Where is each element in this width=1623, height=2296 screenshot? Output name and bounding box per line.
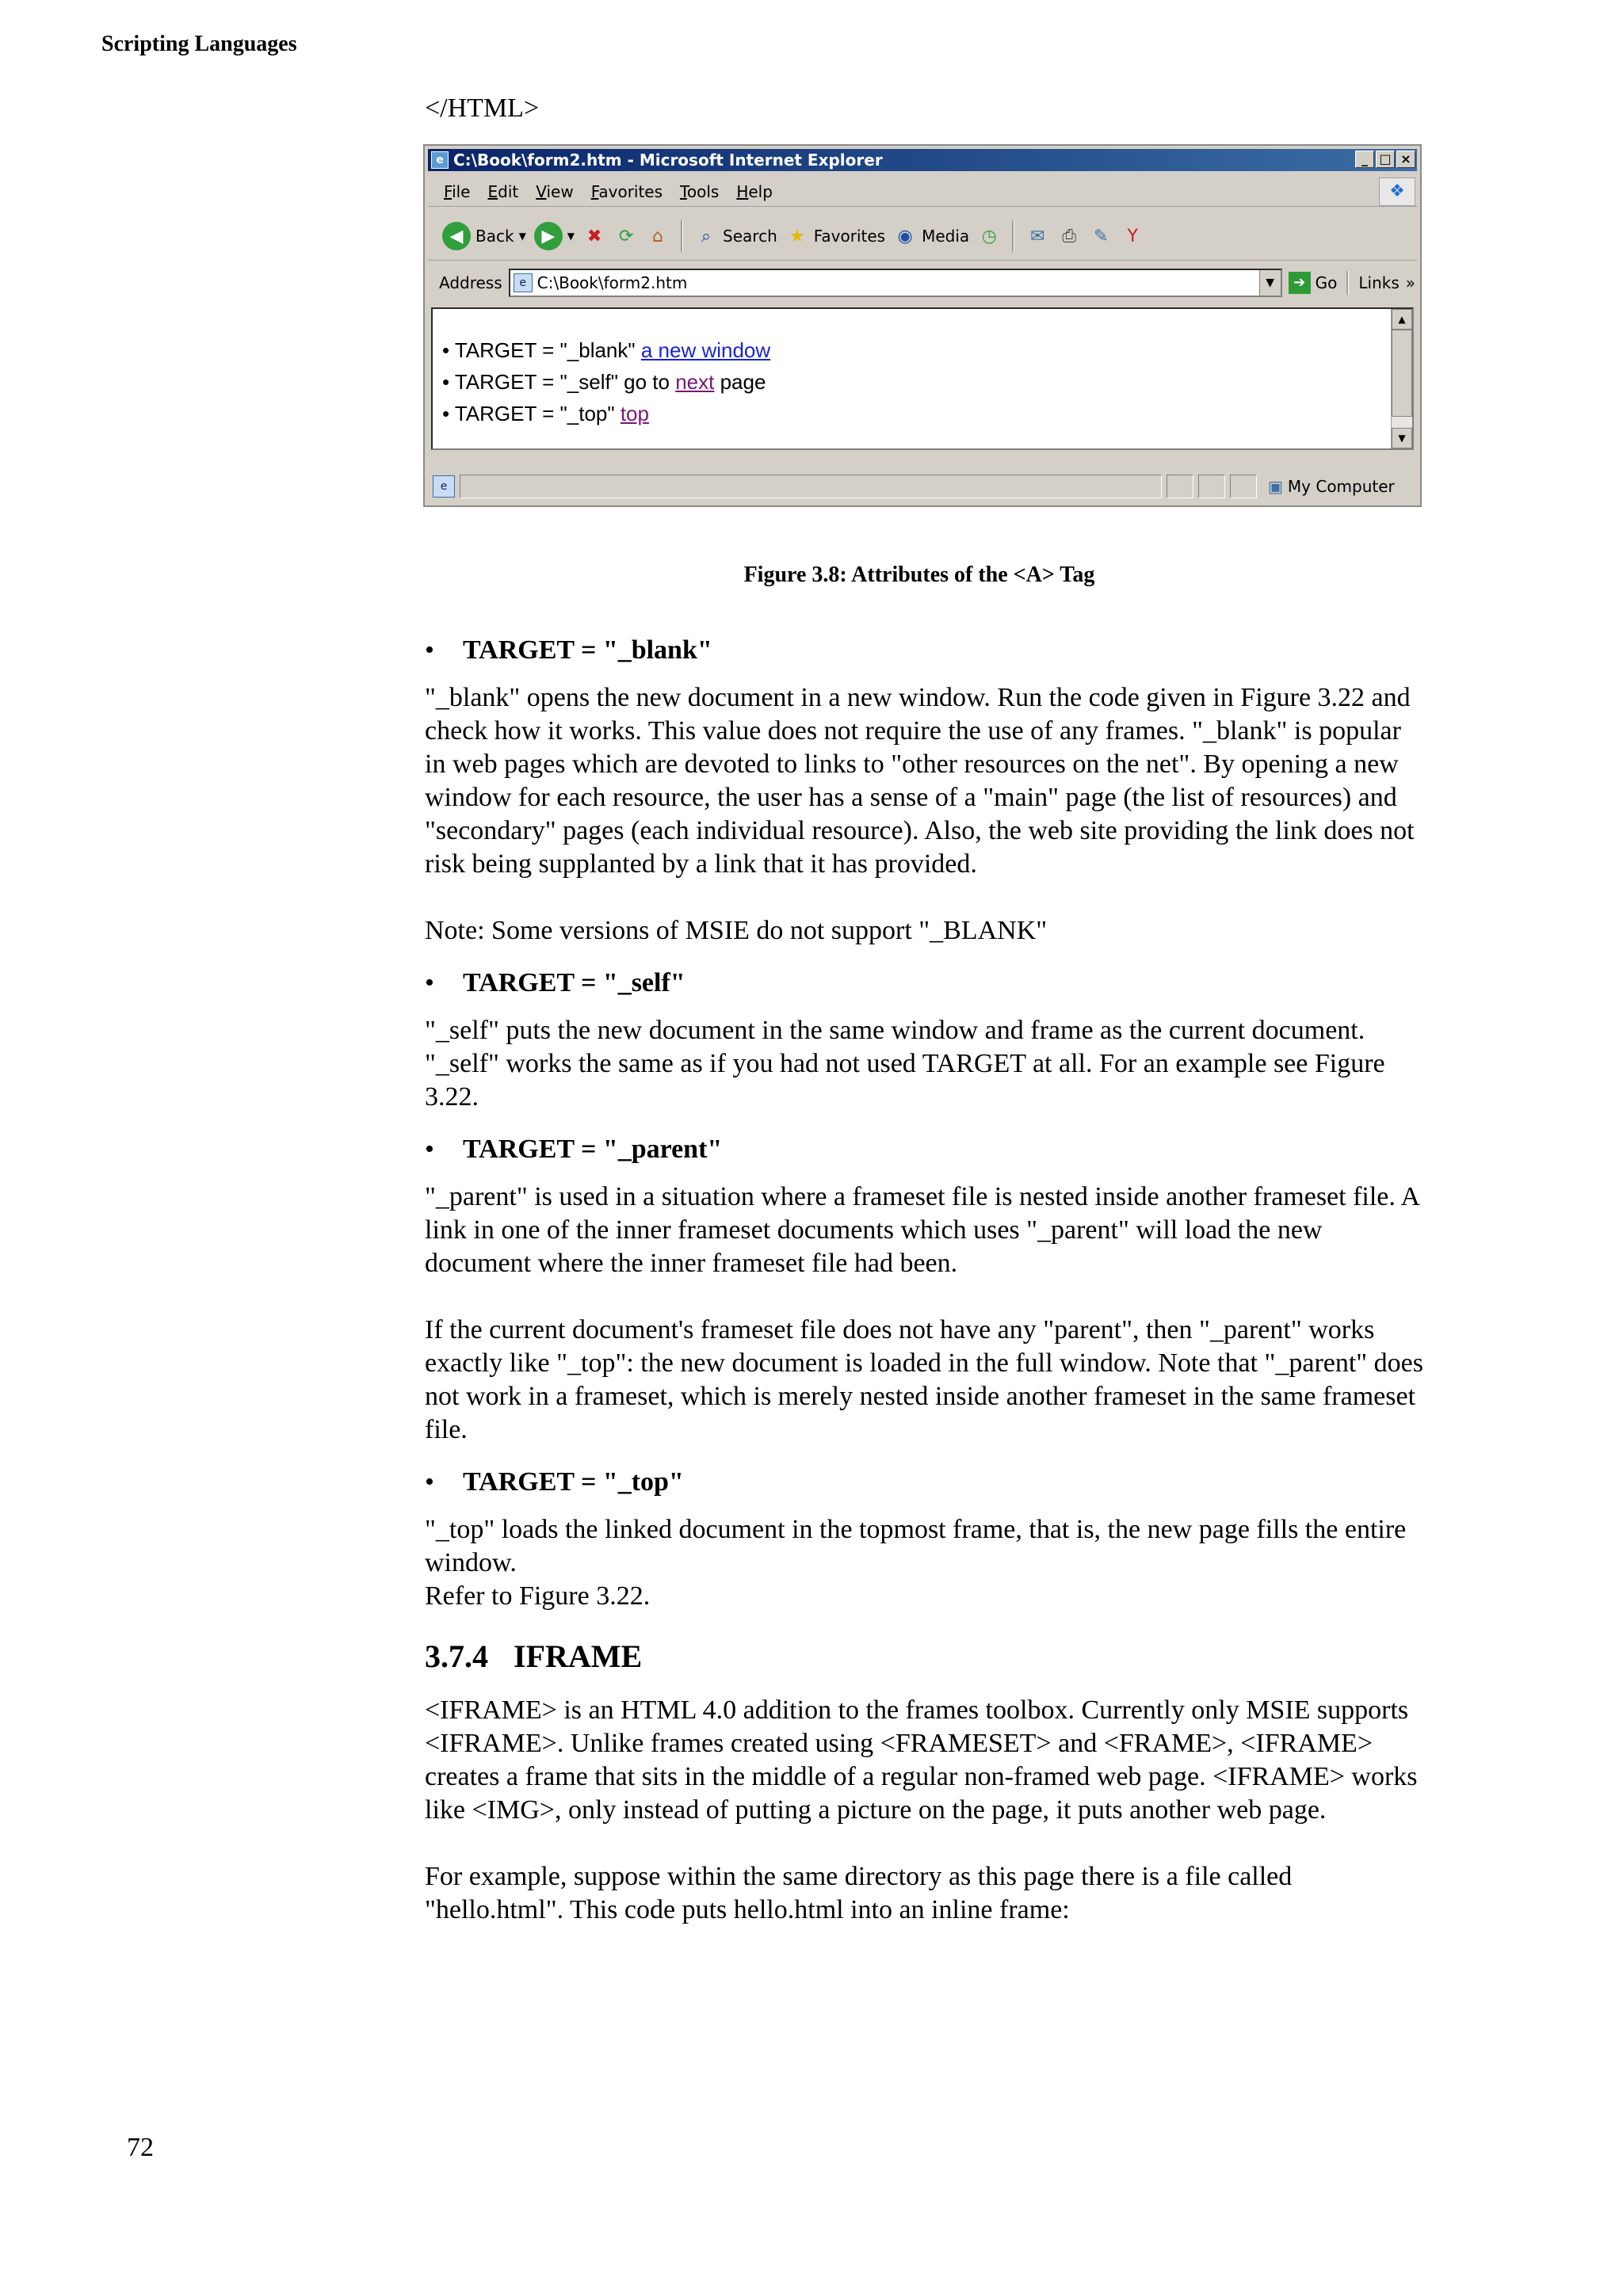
new-window-link[interactable]: a new window <box>640 338 771 362</box>
scroll-thumb[interactable] <box>1392 330 1412 417</box>
browser-titlebar <box>428 149 1417 171</box>
go-arrow-icon: ➔ <box>1289 272 1311 294</box>
vertical-scrollbar[interactable] <box>1391 309 1412 448</box>
computer-icon: ▣ <box>1268 477 1283 496</box>
address-value: C:\Book\form2.htm <box>537 273 688 292</box>
page-status-icon: e <box>433 475 455 498</box>
windows-logo-icon: ❖ <box>1379 177 1415 206</box>
paragraph: If the current document's frameset file does not have any "parent", then "_parent" works exactly like "_top": the new document is loaded in the full window. Note that "_parent" does not work in a frameset, which is merely nested inside another frameset in the same frameset file. <box>425 1315 1424 1444</box>
section-heading <box>425 1640 1423 1673</box>
back-arrow-icon: ◀ <box>442 222 471 250</box>
paragraph: "_self" puts the new document in the same window and frame as the current document. "_self" works the same as if you had not used TARGET at all. For an example see Figure 3.22. <box>425 1016 1385 1112</box>
security-zone <box>1262 477 1401 496</box>
menu-bar <box>428 177 1417 207</box>
home-icon[interactable]: ⌂ <box>652 226 664 246</box>
paragraph: "_parent" is used in a situation where a frameset file is nested inside another frameset file. A link in one of the inner frameset documents which uses "_parent" will load the new document where the inner frameset file had been. <box>425 1182 1419 1278</box>
scroll-down-icon[interactable]: ▼ <box>1392 428 1412 448</box>
menu-file[interactable]: File <box>444 182 471 201</box>
note: Note: Some versions of MSIE do not support "_BLANK" <box>425 916 1048 945</box>
figure-caption: Figure 3.8: Attributes of the <A> Tag <box>743 563 1095 587</box>
stop-icon[interactable]: ✖ <box>586 226 602 246</box>
body-text <box>425 634 1423 1960</box>
page-number: 72 <box>127 2133 154 2162</box>
links-button[interactable]: Links <box>1358 273 1400 292</box>
next-link[interactable]: next <box>675 370 715 394</box>
media-globe-icon: ◉ <box>897 226 913 246</box>
history-icon[interactable]: ◷ <box>981 226 997 246</box>
search-icon: ⌕ <box>701 226 712 246</box>
target-list <box>433 309 1412 429</box>
search-label: Search <box>723 227 777 246</box>
browser-viewport <box>431 307 1414 450</box>
status-bar <box>428 471 1417 502</box>
status-text-cell <box>460 475 1162 498</box>
messenger-icon[interactable]: Y <box>1127 226 1138 246</box>
mail-icon[interactable]: ✉ <box>1029 226 1045 246</box>
browser-screenshot <box>423 144 1422 507</box>
back-button[interactable] <box>442 222 526 250</box>
address-input[interactable] <box>509 269 1282 297</box>
media-button[interactable] <box>893 223 969 250</box>
paragraph: <IFRAME> is an HTML 4.0 addition to the frames toolbox. Currently only MSIE supports <IFRAME>. Unlike frames created using <FRAMESET> and <FRAME>, <IFRAME> creates a frame that sits in the middle of a regular non-framed web page. <IFRAME> works like <IMG>, only instead of putting a picture on the page, it puts another web page. <box>425 1695 1418 1825</box>
section-title: IFRAME <box>514 1638 643 1674</box>
links-chevron-icon[interactable]: » <box>1405 273 1416 292</box>
favorites-label: Favorites <box>813 227 886 246</box>
status-cell <box>1230 475 1257 498</box>
top-link[interactable]: top <box>620 402 649 425</box>
running-head: Scripting Languages <box>101 32 297 56</box>
menu-help[interactable]: Help <box>736 182 773 201</box>
forward-arrow-icon: ▶ <box>534 222 563 250</box>
ie-icon: e <box>431 151 449 169</box>
toolbar-separator <box>681 220 683 252</box>
paragraph: "_blank" opens the new document in a new window. Run the code given in Figure 3.22 and check how it works. This value does not require the use of any frames. "_blank" is popular in web pages which are devoted to links to "other resources on the net". By opening a new window for each resource, the user has a sense of a "main" page (the list of resources) and "secondary" pages (each individual resource). Also, the web site providing the link does not risk being supplanted by a link that it has provided. <box>425 683 1415 879</box>
page-icon: e <box>514 273 533 292</box>
bullet-heading: • TARGET = "_top" <box>425 1467 684 1497</box>
bullet-heading: • TARGET = "_parent" <box>425 1135 723 1164</box>
section-number: 3.7.4 <box>425 1638 488 1674</box>
scroll-up-icon[interactable]: ▲ <box>1392 309 1412 330</box>
status-cell <box>1167 475 1193 498</box>
browser-toolbar <box>428 212 1417 261</box>
menu-view[interactable]: View <box>536 182 574 201</box>
list-item: • TARGET = "_self" go to next page <box>442 366 1412 398</box>
back-label: Back <box>475 227 514 246</box>
code-line: </HTML> <box>425 93 540 123</box>
bullet-heading: • TARGET = "_blank" <box>425 635 712 665</box>
paragraph: "_top" loads the linked document in the topmost frame, that is, the new page fills the entire window. <box>425 1515 1407 1577</box>
menu-tools[interactable]: Tools <box>680 182 720 201</box>
zone-label: My Computer <box>1287 477 1395 496</box>
paragraph: Refer to Figure 3.22. <box>425 1581 651 1611</box>
menu-edit[interactable]: Edit <box>487 182 519 201</box>
status-cell <box>1198 475 1225 498</box>
menu-favorites[interactable]: Favorites <box>590 182 663 201</box>
toolbar-separator <box>1012 220 1014 252</box>
minimize-icon[interactable]: _ <box>1355 151 1374 168</box>
address-dropdown-icon[interactable]: ▼ <box>1259 270 1281 296</box>
address-bar <box>428 265 1417 301</box>
bullet-heading: • TARGET = "_self" <box>425 968 685 997</box>
close-icon[interactable]: × <box>1396 151 1415 168</box>
address-label: Address <box>439 273 502 292</box>
media-label: Media <box>922 227 970 246</box>
forward-dropdown-icon[interactable]: ▼ <box>567 231 575 242</box>
favorites-button[interactable] <box>785 223 885 250</box>
toolbar-separator <box>1346 271 1349 295</box>
go-label: Go <box>1315 273 1338 292</box>
edit-icon[interactable]: ✎ <box>1093 226 1109 246</box>
paragraph: For example, suppose within the same directory as this page there is a file called "hello.html". This code puts hello.html into an inline frame: <box>425 1862 1293 1924</box>
back-dropdown-icon[interactable]: ▼ <box>518 231 526 242</box>
search-button[interactable] <box>694 223 777 250</box>
print-icon[interactable]: ⎙ <box>1062 226 1076 246</box>
browser-title: C:\Book\form2.htm - Microsoft Internet Explorer <box>453 151 883 170</box>
maximize-icon[interactable]: □ <box>1376 151 1395 168</box>
go-button[interactable] <box>1289 272 1338 294</box>
list-item: • TARGET = "_top" top <box>442 398 1412 429</box>
star-icon: ★ <box>789 226 805 246</box>
forward-button[interactable] <box>534 222 575 250</box>
refresh-icon[interactable]: ⟳ <box>618 226 634 246</box>
list-item: • TARGET = "_blank" a new window <box>442 334 1412 366</box>
